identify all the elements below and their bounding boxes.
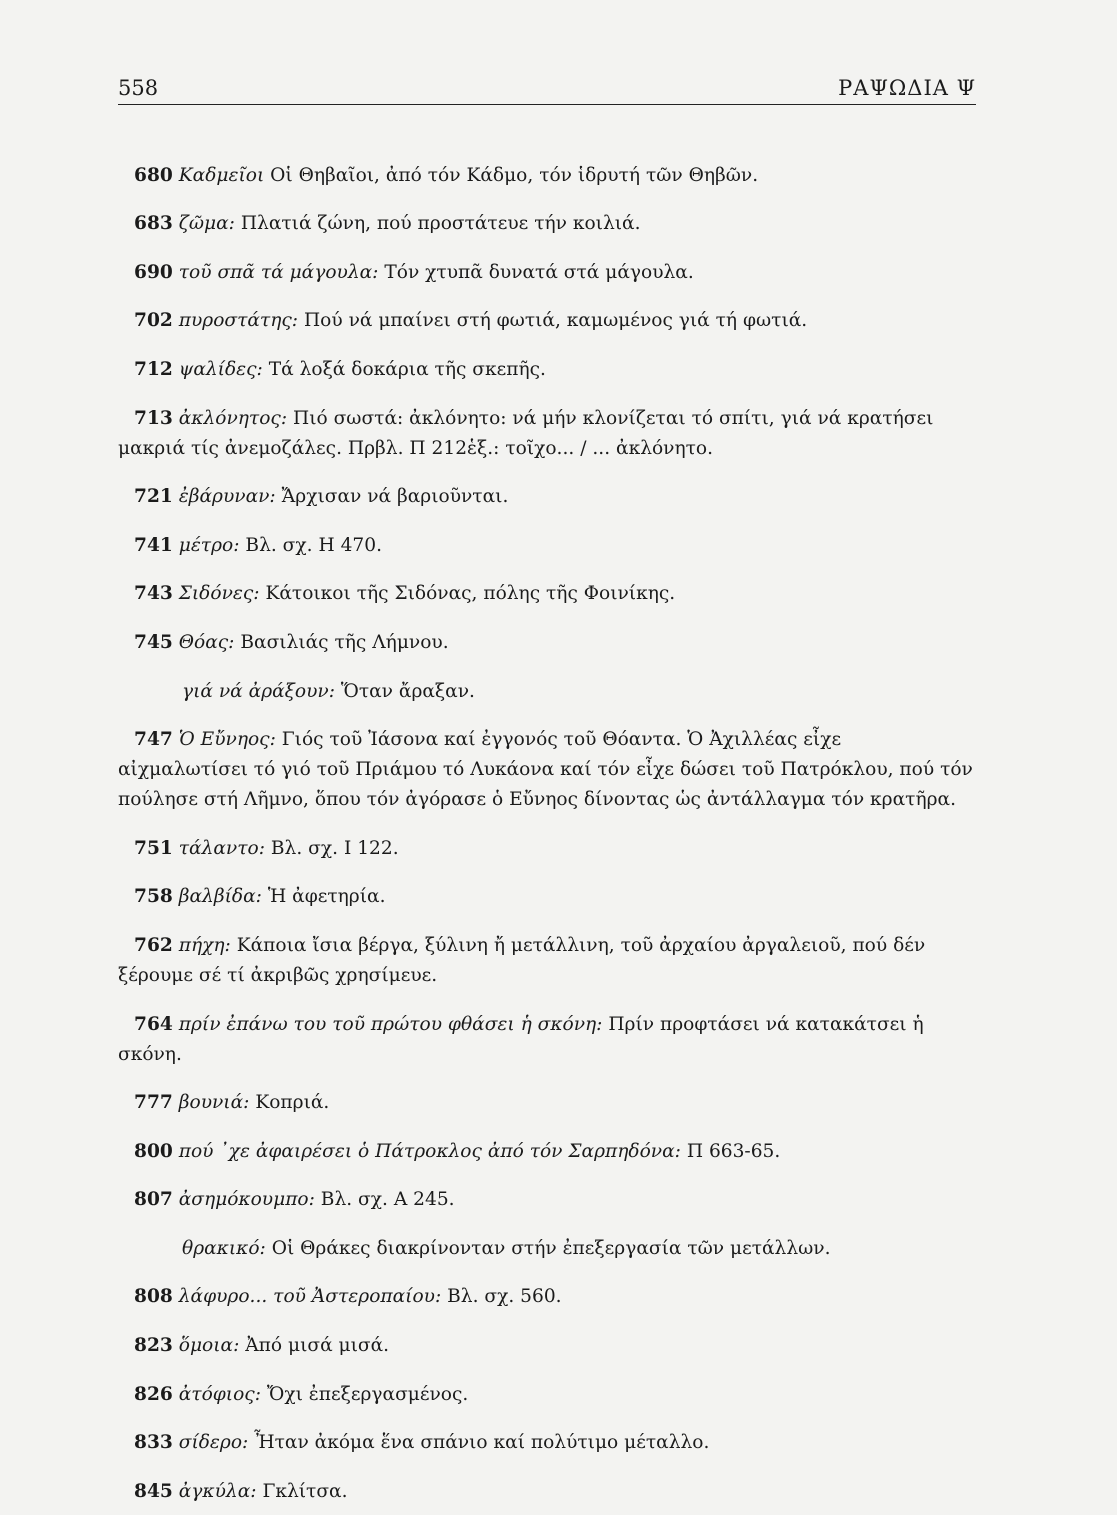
gloss-text: Κάτοικοι τῆς Σιδόνας, πόλης τῆς Φοινίκης. <box>259 583 676 605</box>
line-number: 823 <box>134 1335 173 1357</box>
running-title: ΡΑΨΩΔΙΑ Ψ <box>838 76 976 100</box>
lemma: βαλβίδα: <box>178 886 262 908</box>
commentary-entry <box>118 882 976 912</box>
gloss-text: Τόν χτυπᾶ δυνατά στά μάγουλα. <box>378 261 694 283</box>
lemma: μέτρο: <box>178 534 240 556</box>
commentary-entry <box>118 1282 976 1312</box>
commentary-entry <box>118 355 976 385</box>
gloss-text: Γκλίτσα. <box>256 1480 348 1502</box>
line-number: 800 <box>134 1140 173 1162</box>
commentary-entry <box>118 209 976 239</box>
lemma: ψαλίδες: <box>178 358 263 380</box>
commentary-entry <box>118 725 976 815</box>
commentary-entry <box>118 161 976 191</box>
gloss-text: Ἡ ἀφετηρία. <box>261 886 386 908</box>
commentary-entry <box>118 482 976 512</box>
line-number: 777 <box>134 1092 173 1114</box>
gloss-text: Κοπριά. <box>249 1092 330 1114</box>
gloss-text: Πιό σωστά: ἀκλόνητο: νά μήν κλονίζεται τό σπίτι, γιά νά κρατήσει μακριά τίς ἀνεμοζάλες. Πρβλ. Π 212ἑξ.: τοῖχο... / ... ἀκλόνητο. <box>118 407 934 459</box>
lemma: πυροστάτης: <box>178 310 299 332</box>
lemma: Σιδόνες: <box>178 583 260 605</box>
gloss-text: Πρίν προφτάσει νά κατακάτσει ἡ σκόνη. <box>118 1013 924 1065</box>
commentary-entry <box>118 834 976 864</box>
commentary-entry <box>118 1010 976 1070</box>
lemma: ἀγκύλα: <box>178 1480 257 1502</box>
lemma: ἀσημόκουμπο: <box>178 1189 315 1211</box>
commentary-entry <box>118 1380 976 1410</box>
lemma: ἀτόφιος: <box>178 1383 261 1405</box>
lemma: Θόας: <box>178 631 235 653</box>
commentary-entry <box>118 579 976 609</box>
gloss-text: Οἱ Θράκες διακρίνονταν στήν ἐπεξεργασία τῶν μετάλλων. <box>265 1237 831 1259</box>
gloss-text: Π 663-65. <box>680 1140 781 1162</box>
commentary-entry <box>118 258 976 288</box>
gloss-text: Κάποια ἴσια βέργα, ξύλινη ἤ μετάλλινη, τοῦ ἀρχαίου ἀργαλειοῦ, πού δέν ξέρουμε σέ τί ἀκριβῶς χρησίμευε. <box>118 934 926 986</box>
gloss-text: Βλ. σχ. Η 470. <box>239 534 382 556</box>
commentary-entry <box>118 628 976 658</box>
lemma: ἐβάρυναν: <box>178 486 276 508</box>
lemma: Ὁ Εὔνηος: <box>178 729 276 751</box>
page-header <box>118 76 976 105</box>
line-number: 758 <box>134 886 173 908</box>
line-number: 741 <box>134 534 173 556</box>
line-number: 826 <box>134 1383 173 1405</box>
commentary-entry <box>118 531 976 561</box>
lemma: τοῦ σπᾶ τά μάγουλα: <box>178 261 379 283</box>
commentary-entry <box>118 404 976 464</box>
gloss-text: Τά λοξά δοκάρια τῆς σκεπῆς. <box>262 358 546 380</box>
lemma: ὅμοια: <box>178 1335 240 1357</box>
commentary-entry <box>118 677 976 707</box>
commentary-entry <box>118 306 976 336</box>
lemma: ζῶμα: <box>178 213 235 235</box>
lemma: σίδερο: <box>178 1432 249 1454</box>
page-number: 558 <box>118 76 159 100</box>
commentary-list <box>118 142 976 1515</box>
line-number: 743 <box>134 583 173 605</box>
lemma: γιά νά ἀράξουν: <box>182 680 335 702</box>
lemma: πού ᾽χε ἀφαιρέσει ὁ Πάτροκλος ἀπό τόν Σαρπηδόνα: <box>178 1140 681 1162</box>
line-number: 712 <box>134 358 173 380</box>
lemma: Καδμεῖοι <box>178 164 265 186</box>
gloss-text: Βλ. σχ. Α 245. <box>314 1189 455 1211</box>
lemma: πρίν ἐπάνω του τοῦ πρώτου φθάσει ἡ σκόνη: <box>178 1013 603 1035</box>
commentary-entry <box>118 931 976 991</box>
gloss-text: Ὅταν ἄραξαν. <box>335 680 475 702</box>
line-number: 747 <box>134 729 173 751</box>
lemma: βουνιά: <box>178 1092 250 1114</box>
gloss-text: Βασιλιάς τῆς Λήμνου. <box>234 631 449 653</box>
lemma: θρακικό: <box>182 1237 266 1259</box>
line-number: 690 <box>134 261 173 283</box>
line-number: 721 <box>134 486 173 508</box>
commentary-entry <box>118 1088 976 1118</box>
gloss-text: Ὄχι ἐπεξεργασμένος. <box>260 1383 469 1405</box>
commentary-entry <box>118 1185 976 1215</box>
gloss-text: Βλ. σχ. Ι 122. <box>264 837 399 859</box>
commentary-entry <box>118 1137 976 1167</box>
line-number: 845 <box>134 1480 173 1502</box>
lemma: πήχη: <box>178 934 231 956</box>
lemma: ἀκλόνητος: <box>178 407 288 429</box>
line-number: 833 <box>134 1432 173 1454</box>
gloss-text: Γιός τοῦ Ἰάσονα καί ἐγγονός τοῦ Θόαντα. Ὁ Ἀχιλλέας εἶχε αἰχμαλωτίσει τό γιό τοῦ Πριάμου τό Λυκάονα καί τόν εἶχε δώσει τοῦ Πατρόκλου, πού τόν πούλησε στή Λῆμνο, ὅπου τόν ἀγόρασε ὁ Εὔνηος δίνοντας ὡς ἀντάλλαγμα τόν κρατῆρα. <box>118 729 973 811</box>
line-number: 762 <box>134 934 173 956</box>
commentary-entry <box>118 1428 976 1458</box>
gloss-text: Ἀπό μισά μισά. <box>239 1335 390 1357</box>
line-number: 680 <box>134 164 173 186</box>
line-number: 683 <box>134 213 173 235</box>
line-number: 745 <box>134 631 173 653</box>
lemma: λάφυρο... τοῦ Ἀστεροπαίου: <box>178 1286 442 1308</box>
commentary-entry <box>118 1477 976 1507</box>
gloss-text: Ἦταν ἀκόμα ἕνα σπάνιο καί πολύτιμο μέταλλο. <box>248 1432 710 1454</box>
line-number: 713 <box>134 407 173 429</box>
line-number: 751 <box>134 837 173 859</box>
gloss-text: Οἱ Θηβαῖοι, ἀπό τόν Κάδμο, τόν ἱδρυτή τῶν Θηβῶν. <box>264 164 759 186</box>
commentary-entry <box>118 1234 976 1264</box>
line-number: 764 <box>134 1013 173 1035</box>
line-number: 807 <box>134 1189 173 1211</box>
lemma: τάλαντο: <box>178 837 265 859</box>
gloss-text: Πλατιά ζώνη, πού προστάτευε τήν κοιλιά. <box>234 213 641 235</box>
gloss-text: Πού νά μπαίνει στή φωτιά, καμωμένος γιά τή φωτιά. <box>298 310 808 332</box>
gloss-text: Ἄρχισαν νά βαριοῦνται. <box>275 486 509 508</box>
line-number: 808 <box>134 1286 173 1308</box>
commentary-entry <box>118 1331 976 1361</box>
line-number: 702 <box>134 310 173 332</box>
gloss-text: Βλ. σχ. 560. <box>441 1286 562 1308</box>
